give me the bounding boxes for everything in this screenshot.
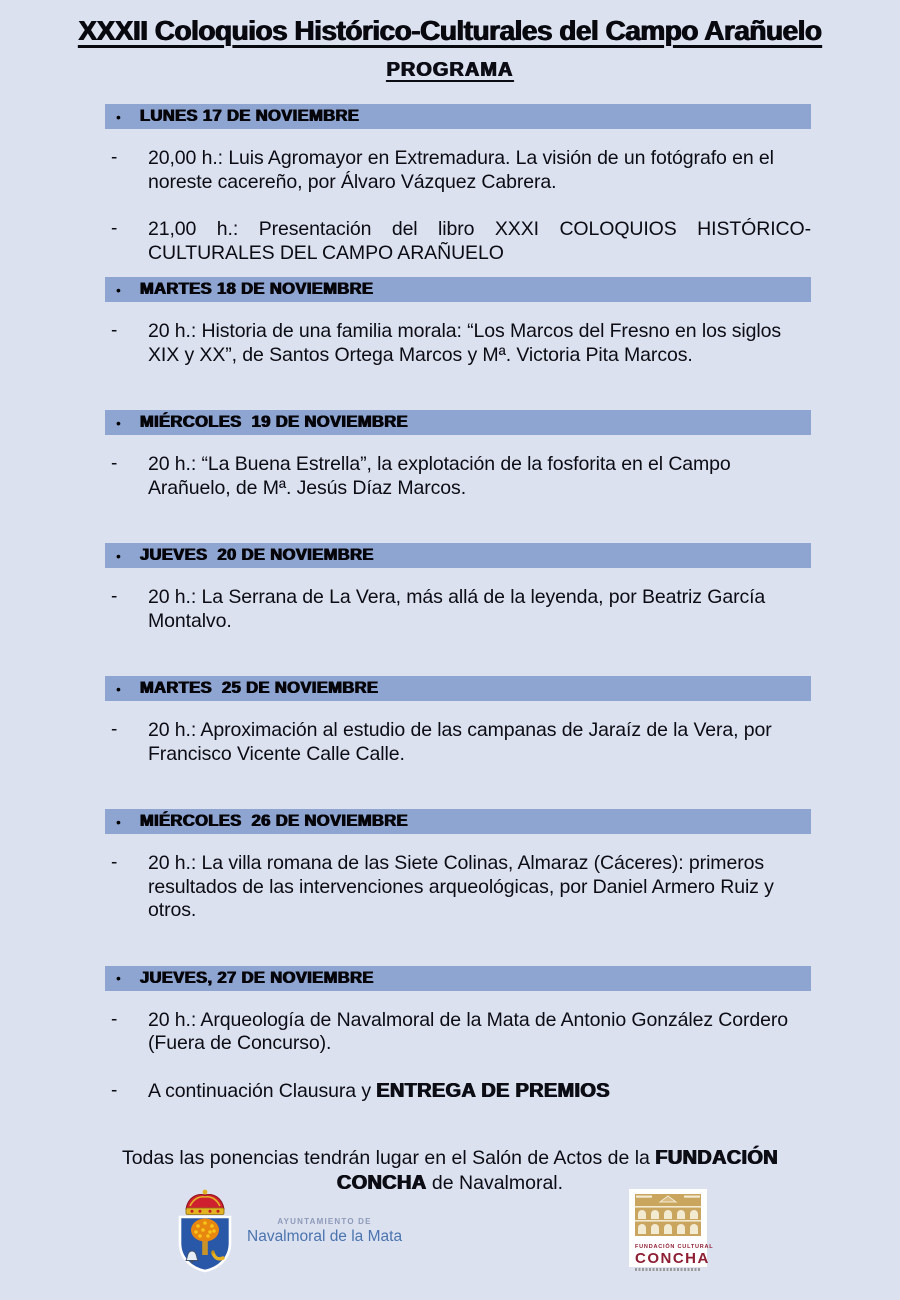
section-header-label: LUNES 17 DE NOVIEMBRE bbox=[140, 107, 360, 125]
bullet-icon: • bbox=[116, 281, 121, 298]
ayuntamiento-logo bbox=[173, 1189, 402, 1273]
section-header bbox=[105, 543, 811, 568]
dash-marker: - bbox=[111, 147, 118, 168]
bullet-icon: • bbox=[116, 970, 121, 986]
venue-name: FUNDACIÓN CONCHA bbox=[336, 1147, 779, 1194]
dash-marker: - bbox=[111, 1079, 118, 1101]
program-item bbox=[105, 320, 811, 367]
dash-marker: - bbox=[111, 320, 118, 341]
dash-marker: - bbox=[111, 1008, 118, 1030]
section-header bbox=[105, 410, 811, 435]
item-text: 21,00 h.: Presentación del libro XXXI COLOQUIOS HISTÓRICO-CULTURALES DEL CAMPO ARAÑUELO bbox=[148, 218, 811, 264]
section-miercoles-19 bbox=[105, 410, 811, 500]
bullet-icon: • bbox=[116, 108, 121, 125]
concha-organization: FUNDACIÓN CULTURAL bbox=[635, 1244, 714, 1250]
item-text: 20 h.: La villa romana de las Siete Colinas, Almaraz (Cáceres): primeros resultados de las intervenciones arqueológicas, por Daniel Armero Ruiz y otros. bbox=[148, 852, 774, 921]
section-header-label: MARTES 18 DE NOVIEMBRE bbox=[140, 280, 374, 298]
dash-marker: - bbox=[111, 719, 118, 740]
dash-marker: - bbox=[111, 586, 118, 607]
programa-heading: PROGRAMA bbox=[386, 59, 514, 81]
section-header-label: MARTES 25 DE NOVIEMBRE bbox=[140, 679, 379, 697]
program-item-closing bbox=[105, 1080, 811, 1104]
bullet-icon: • bbox=[116, 680, 121, 697]
dash-marker: - bbox=[111, 218, 118, 239]
ayuntamiento-text bbox=[247, 1217, 402, 1246]
bullet-icon: • bbox=[116, 414, 121, 431]
bullet-icon: • bbox=[116, 547, 121, 564]
program-item bbox=[105, 719, 811, 766]
program-item bbox=[105, 852, 811, 923]
venue-note: Todas las ponencias tendrán lugar en el Salón de Actos de la FUNDACIÓN CONCHA de Navalmoral. bbox=[121, 1147, 779, 1194]
section-header bbox=[105, 809, 811, 834]
section-jueves-27 bbox=[105, 966, 811, 1104]
bullet-icon: • bbox=[116, 813, 121, 830]
section-header-label: MIÉRCOLES 26 DE NOVIEMBRE bbox=[140, 812, 409, 830]
page-title: XXXII Coloquios Histórico-Culturales del Campo Arañuelo bbox=[78, 15, 822, 46]
program-item bbox=[105, 586, 811, 633]
section-header bbox=[105, 277, 811, 302]
concha-address-line bbox=[635, 1268, 701, 1271]
item-text: A continuación Clausura y ENTREGA DE PREMIOS bbox=[148, 1079, 610, 1102]
section-header-label: MIÉRCOLES 19 DE NOVIEMBRE bbox=[140, 413, 409, 431]
ayuntamiento-name: Navalmoral de la Mata bbox=[247, 1227, 403, 1245]
section-lunes-17 bbox=[105, 104, 811, 265]
section-header-label: JUEVES, 27 DE NOVIEMBRE bbox=[140, 968, 374, 987]
coat-of-arms-icon bbox=[173, 1189, 237, 1273]
dash-marker: - bbox=[111, 453, 118, 474]
concha-name: CONCHA bbox=[635, 1250, 710, 1267]
dash-marker: - bbox=[111, 852, 118, 873]
section-martes-18 bbox=[105, 277, 811, 367]
item-text: 20 h.: La Serrana de La Vera, más allá de la leyenda, por Beatriz García Montalvo. bbox=[148, 586, 766, 632]
section-header-label: JUEVES 20 DE NOVIEMBRE bbox=[140, 546, 374, 564]
item-text: 20 h.: Historia de una familia morala: “Los Marcos del Fresno en los siglos XIX y XX”, de Santos Ortega Marcos y Mª. Victoria Pita Marcos. bbox=[148, 320, 782, 366]
section-header bbox=[105, 676, 811, 701]
section-miercoles-26 bbox=[105, 809, 811, 923]
item-text: 20 h.: Aproximación al estudio de las campanas de Jaraíz de la Vera, por Francisco Vicente Calle Calle. bbox=[148, 719, 772, 765]
program-item bbox=[105, 453, 811, 500]
program-list bbox=[105, 104, 811, 1103]
ayuntamiento-department: AYUNTAMIENTO DE bbox=[277, 1216, 372, 1226]
program-item bbox=[105, 218, 811, 265]
program-item bbox=[105, 147, 811, 194]
item-text: 20,00 h.: Luis Agromayor en Extremadura. La visión de un fotógrafo en el noreste cacereño, por Álvaro Vázquez Cabrera. bbox=[148, 147, 774, 193]
section-jueves-20 bbox=[105, 543, 811, 633]
item-text: 20 h.: “La Buena Estrella”, la explotación de la fosforita en el Campo Arañuelo, de Mª. Jesús Díaz Marcos. bbox=[148, 453, 731, 499]
item-text: 20 h.: Arqueología de Navalmoral de la Mata de Antonio González Cordero (Fuera de Concurso). bbox=[148, 1008, 789, 1054]
section-header bbox=[105, 104, 811, 129]
concha-building-icon bbox=[635, 1194, 701, 1236]
fundacion-concha-logo bbox=[629, 1189, 714, 1267]
program-item bbox=[105, 1009, 811, 1056]
section-header bbox=[105, 966, 811, 991]
section-martes-25 bbox=[105, 676, 811, 766]
